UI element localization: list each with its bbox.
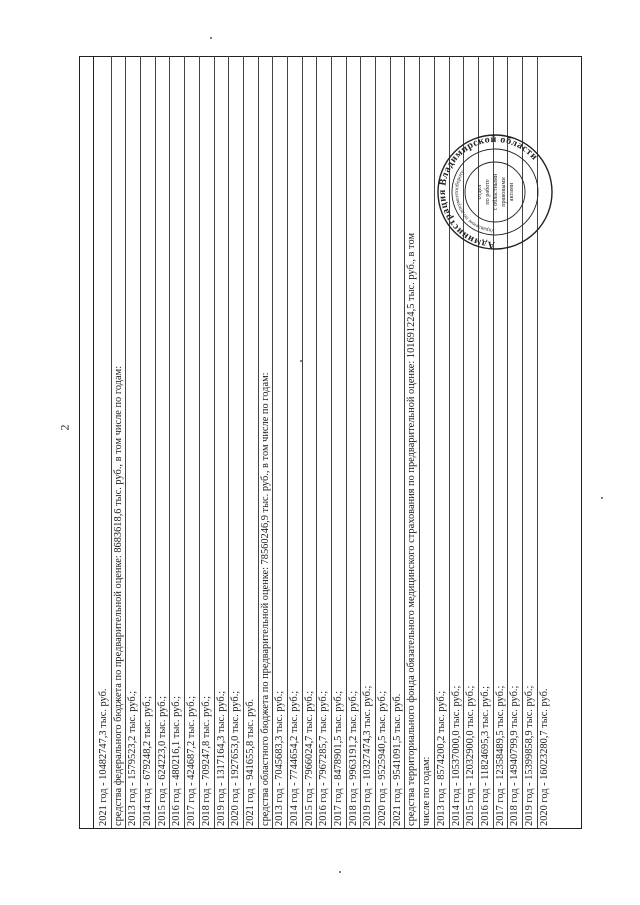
table-row: 2020 год - 16023280,7 тыс. руб. xyxy=(538,688,550,826)
table-row: 2015 год - 12032900,0 тыс. руб.; xyxy=(464,56,479,828)
stamp-middle-text: Управление по документообороту xyxy=(453,169,496,234)
table-row: 2016 год - 7967285,7 тыс. руб.; xyxy=(317,56,332,828)
table-row: 2018 год - 14940799,9 тыс. руб.; xyxy=(508,56,523,828)
scan-speck xyxy=(210,37,212,39)
table-row: 2021 год - 9541091,5 тыс. руб. xyxy=(391,56,406,828)
table-row: 2013 год - 1579523,2 тыс. руб.; xyxy=(126,56,141,828)
table-row: 2015 год - 7966024,7 тыс. руб.; xyxy=(303,56,318,828)
table-row: 2013 год - 7045683,3 тыс. руб.; xyxy=(273,56,288,828)
table-row: 2020 год - 1927653,0 тыс. руб.; xyxy=(229,56,244,828)
stamp-center-line: актами xyxy=(508,182,515,202)
official-stamp xyxy=(436,133,554,251)
table-row: числе по годам: xyxy=(420,56,435,828)
table-row: 2019 год - 10327474,3 тыс. руб.; xyxy=(361,56,376,828)
page-number: 2 xyxy=(57,424,72,431)
stamp-center-line: с областными xyxy=(492,173,499,211)
table-row: 2013 год - 8574200,2 тыс. руб.; xyxy=(435,56,450,828)
table-row: 2014 год - 7744654,2 тыс. руб.; xyxy=(288,56,303,828)
table-row: 2019 год - 1317164,3 тыс. руб.; xyxy=(215,56,230,828)
table-row: 2017 год - 424687,2 тыс. руб.; xyxy=(185,56,200,828)
stamp-center-line: правовыми xyxy=(500,177,507,207)
table-row: 2017 год - 8478901,5 тыс. руб.; xyxy=(332,56,347,828)
table-row: 2019 год - 15399858,9 тыс. руб.; xyxy=(523,56,538,828)
table-row: средства областного бюджета по предварительной оценке: 78560246,9 тыс. руб., в том числе по годам: xyxy=(259,56,274,828)
table-column-divider xyxy=(93,56,94,829)
table-row: 2014 год - 10537000,0 тыс. руб.; xyxy=(450,56,465,828)
table-row: средства федерального бюджета по предварительной оценке: 8683618,6 тыс. руб., в том числе по годам: xyxy=(112,56,127,828)
scan-speck xyxy=(300,360,302,362)
stamp-outer-text: Администрация Владимирской области xyxy=(436,133,541,251)
scan-speck xyxy=(339,871,341,873)
table-row: 2016 год - 480216,1 тыс. руб.; xyxy=(170,56,185,828)
table-row: 2018 год - 709247,8 тыс. руб.; xyxy=(200,56,215,828)
scan-speck xyxy=(601,497,603,499)
table-row: 2021 год - 941655,8 тыс. руб. xyxy=(244,56,259,828)
table-row: 2017 год - 12358489,5 тыс. руб.; xyxy=(494,56,509,828)
stamp-center-line: отдел xyxy=(476,184,483,200)
stamp-center-line: по работе xyxy=(484,179,491,205)
table-row: 2014 год - 679248,2 тыс. руб.; xyxy=(141,56,156,828)
table-row: 2020 год - 9525940,5 тыс. руб.; xyxy=(376,56,391,828)
table-row: 2015 год - 624223,0 тыс. руб.; xyxy=(156,56,171,828)
table-row: 2016 год - 11824695,3 тыс. руб.; xyxy=(479,56,494,828)
table-row: 2018 год - 9963191,2 тыс. руб.; xyxy=(347,56,362,828)
table-row: 2021 год - 10482747,3 тыс. руб. xyxy=(97,56,112,828)
table-row: средства территориального фонда обязательного медицинского страхования по предварительной оценке: 101691224,5 тыс. руб., в том xyxy=(405,56,420,828)
